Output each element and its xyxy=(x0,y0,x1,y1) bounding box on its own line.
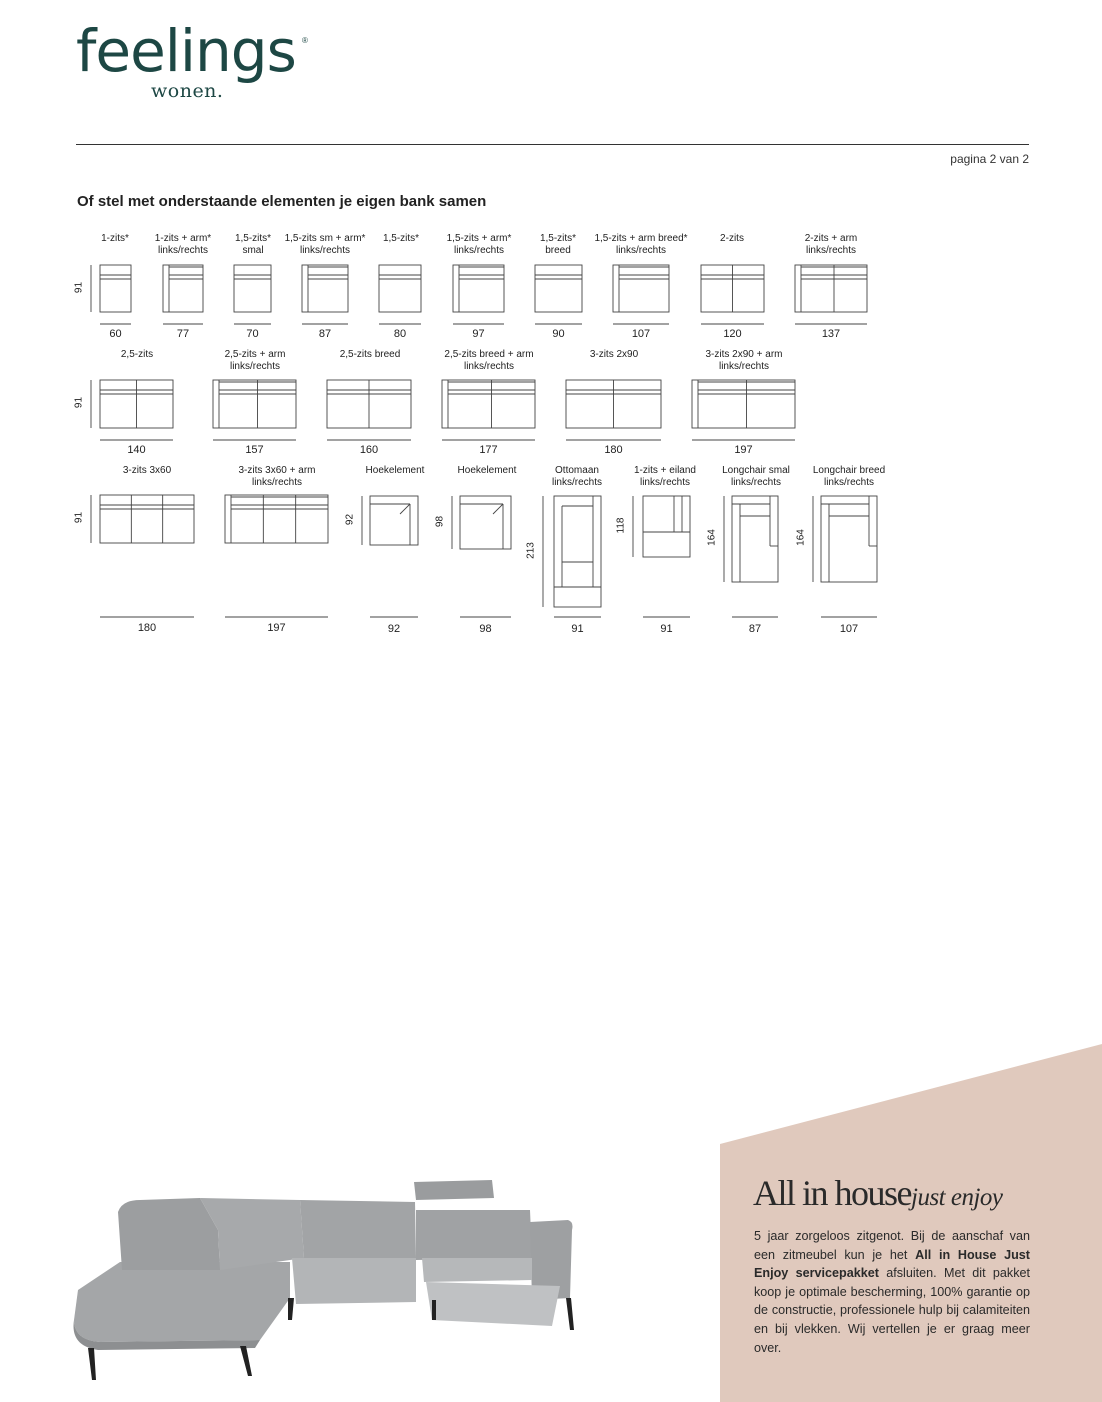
element-outline xyxy=(370,496,418,545)
element-label xyxy=(195,349,315,372)
element-label-line: 1,5-zits + arm breed* xyxy=(594,233,688,244)
element-label-line: Longchair smal xyxy=(722,465,790,476)
element-width-value: 180 xyxy=(604,444,623,456)
element-label-line: links/rechts xyxy=(805,244,856,256)
element-width-value: 197 xyxy=(734,444,753,456)
element-depth-value: 91 xyxy=(73,511,85,524)
element-label-line: 2,5-zits xyxy=(120,349,154,360)
promo-title-main: All in house xyxy=(753,1173,911,1213)
element-depth-value: 91 xyxy=(73,281,85,293)
element-outline xyxy=(442,380,535,428)
element-outline xyxy=(213,380,296,428)
element-width-value: 160 xyxy=(359,444,379,456)
element-label xyxy=(217,465,337,488)
element-width-value: 90 xyxy=(552,328,565,340)
element-width-value: 91 xyxy=(571,623,584,635)
element-depth-value: 92 xyxy=(344,513,356,525)
element-label xyxy=(77,349,197,361)
element-width-value: 97 xyxy=(472,328,485,340)
element-outline xyxy=(613,265,669,312)
element-label-line: links/rechts xyxy=(718,360,769,372)
page-number: pagina 2 van 2 xyxy=(950,152,1029,166)
element-label-line: 1,5-zits sm + arm* xyxy=(284,233,366,244)
element-depth-value: 98 xyxy=(434,515,446,527)
element-width-value: 87 xyxy=(748,623,762,635)
element-label-line: links/rechts xyxy=(823,476,874,488)
element-width-value: 107 xyxy=(631,328,651,340)
element-label-line: 1-zits + arm* xyxy=(154,233,212,244)
element-label-line: links/rechts xyxy=(229,360,280,372)
element-label-line: Hoekelement xyxy=(457,465,517,476)
element-label-line: 3-zits 2x90 + arm xyxy=(705,349,783,360)
element-label-line: 1,5-zits* xyxy=(382,233,420,244)
element-label-line: 1,5-zits + arm* xyxy=(446,233,512,244)
element-label-line: links/rechts xyxy=(453,244,504,256)
element-width-value: 197 xyxy=(267,622,286,634)
element-label-line: 1-zits + eiland xyxy=(634,465,696,476)
element-width-value: 137 xyxy=(821,328,841,340)
element-label-line: links/rechts xyxy=(251,476,302,488)
element-outline xyxy=(100,495,194,543)
element-label-line: 1-zits* xyxy=(101,233,129,244)
element-label-line: Longchair breed xyxy=(812,465,886,476)
element-outline xyxy=(453,265,504,312)
logo-registered-mark: ® xyxy=(302,36,308,45)
element-label xyxy=(429,349,549,372)
element-label-line: 2,5-zits breed xyxy=(339,349,401,360)
element-width-value: 87 xyxy=(318,328,332,340)
element-label-line: links/rechts xyxy=(639,476,690,488)
element-width-value: 70 xyxy=(246,328,259,340)
element-outline xyxy=(795,265,867,312)
logo-wordmark: feelings xyxy=(76,17,296,85)
element-width-value: 180 xyxy=(137,622,157,634)
element-corner-diagonal xyxy=(493,504,503,514)
element-width-value: 77 xyxy=(176,328,190,340)
element-width-value: 60 xyxy=(109,328,122,340)
element-outline xyxy=(234,265,271,312)
element-label xyxy=(789,465,909,488)
element-width-value: 80 xyxy=(393,328,407,340)
promo-title xyxy=(753,1172,1003,1214)
element-depth-value: 164 xyxy=(795,529,807,546)
element-label xyxy=(87,465,207,477)
element-label-line: links/rechts xyxy=(157,244,208,256)
element-label-line: Hoekelement xyxy=(365,465,425,476)
element-label xyxy=(684,349,804,372)
element-width-value: 98 xyxy=(479,623,492,635)
element-width-value: 177 xyxy=(479,444,498,456)
element-depth-value: 118 xyxy=(615,517,627,533)
element-outline xyxy=(692,380,795,428)
element-outline xyxy=(732,496,778,582)
element-outline xyxy=(535,265,582,312)
element-width-value: 92 xyxy=(387,623,401,635)
element-outline xyxy=(302,265,348,312)
element-label-line: 1,5-zits* xyxy=(539,233,577,244)
element-outline xyxy=(225,495,328,543)
section-heading: Of stel met onderstaande elementen je eigen bank samen xyxy=(77,193,487,210)
element-label-line: Ottomaan xyxy=(555,465,599,476)
element-outline xyxy=(379,265,421,312)
element-label-line: links/rechts xyxy=(730,476,781,488)
element-width-value: 120 xyxy=(723,328,742,340)
promo-text xyxy=(754,1227,1030,1357)
element-label-line: links/rechts xyxy=(463,360,514,372)
logo-subtitle: wonen. xyxy=(151,80,224,102)
element-label-line: breed xyxy=(545,244,571,256)
element-label-line: links/rechts xyxy=(299,244,350,256)
element-label-line: links/rechts xyxy=(551,476,602,488)
element-label-line: 3-zits 3x60 + arm xyxy=(238,465,316,476)
element-outline xyxy=(100,265,131,312)
element-width-value: 107 xyxy=(839,623,859,635)
element-label-line: links/rechts xyxy=(615,244,666,256)
element-depth-value: 213 xyxy=(525,541,537,559)
element-width-value: 91 xyxy=(660,623,673,635)
element-label-line: 2,5-zits + arm xyxy=(224,349,286,360)
element-label xyxy=(771,233,891,256)
sofa-product-image xyxy=(60,1170,600,1390)
element-label xyxy=(310,349,430,361)
element-outline xyxy=(643,496,690,557)
element-label-line: smal xyxy=(242,244,264,256)
element-label-line: 2-zits + arm xyxy=(804,233,858,244)
element-label-line: 2-zits xyxy=(720,233,744,244)
element-width-value: 157 xyxy=(245,444,264,456)
element-label-line: 2,5-zits breed + arm xyxy=(444,349,534,360)
promo-text-part1: 5 jaar zorgeloos zitgenot. Bij de aanschaf van een zitmeubel kun je het xyxy=(754,1229,1030,1262)
element-width-value: 140 xyxy=(127,444,146,456)
elements-overview xyxy=(0,0,1102,700)
element-label-line: 3-zits 3x60 xyxy=(122,465,172,476)
element-label xyxy=(554,349,674,361)
element-depth-value: 91 xyxy=(73,396,85,409)
element-corner-diagonal xyxy=(400,504,410,514)
element-label-line: 3-zits 2x90 xyxy=(589,349,639,360)
promo-text-bold: All in House Just Enjoy servicepakket xyxy=(754,1247,1030,1281)
promo-text-part2: afsluiten. Met dit pakket koop je optimale bescherming, 100% garantie op de constructie, professionele hulp bij calamiteiten en bij vlekken. Wij vertellen je er graag meer over. xyxy=(754,1266,1030,1355)
element-label-line: 1,5-zits* xyxy=(234,233,272,244)
element-outline xyxy=(554,496,601,607)
promo-title-italic: just enjoy xyxy=(911,1184,1003,1211)
element-depth-value: 164 xyxy=(706,529,718,546)
